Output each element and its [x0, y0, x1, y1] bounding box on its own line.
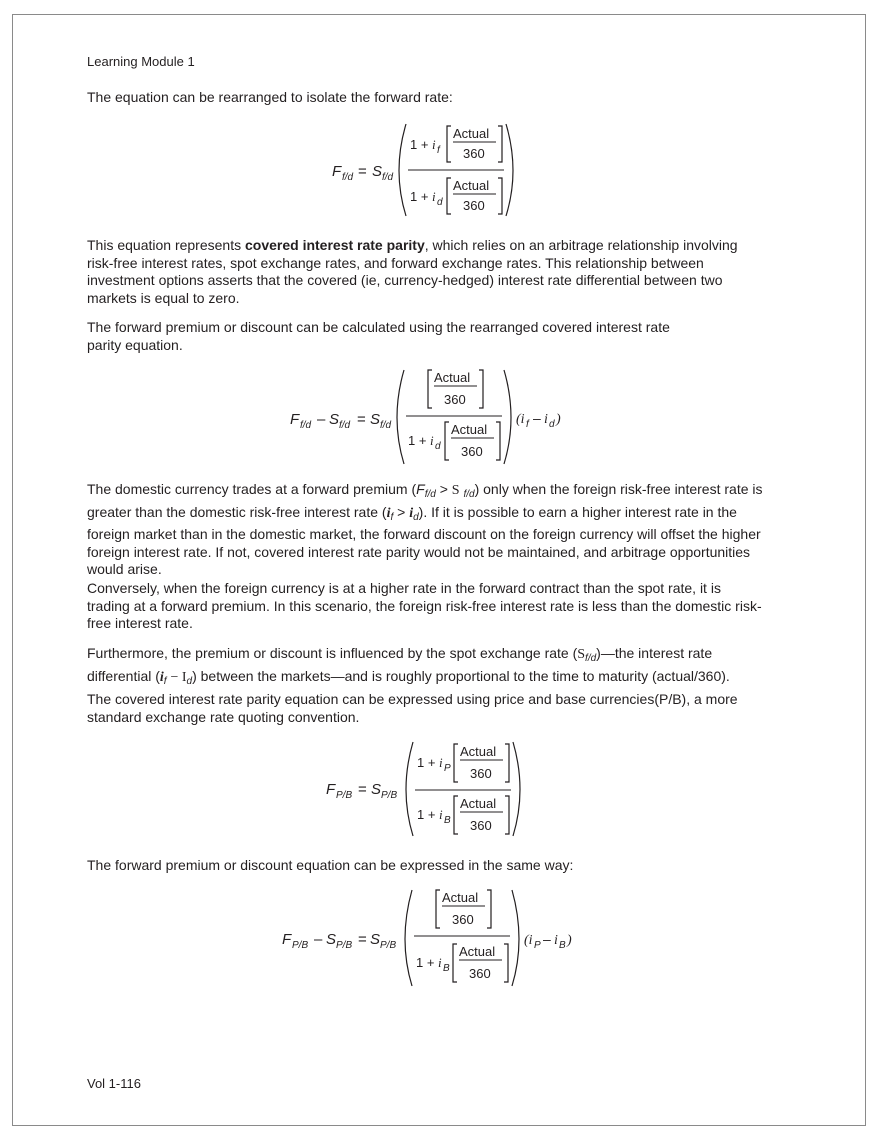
- svg-text:F: F: [290, 411, 300, 428]
- svg-text:1 +: 1 +: [410, 137, 429, 152]
- svg-text:Actual: Actual: [460, 796, 497, 811]
- svg-text:360: 360: [452, 912, 474, 927]
- svg-text:360: 360: [470, 766, 492, 781]
- svg-text:i: i: [432, 137, 436, 152]
- svg-text:f/d: f/d: [342, 172, 354, 183]
- svg-text:f/d: f/d: [300, 420, 312, 431]
- svg-text:S: S: [371, 781, 382, 798]
- page-number: Vol 1-116: [87, 1076, 141, 1091]
- svg-text:P/B: P/B: [336, 940, 353, 951]
- paragraph-covered-parity: [87, 237, 767, 307]
- paragraph-price-base: The covered interest rate parity equation can be expressed using price and base currencies(P/B), a more standard exchange rate quoting convention.: [87, 691, 738, 725]
- svg-text:S: S: [370, 931, 381, 948]
- svg-text:i: i: [544, 412, 548, 427]
- svg-text:360: 360: [463, 198, 485, 213]
- text-run: ). If it is possible to earn a higher interest rate in the foreign market than in the domestic market, the forward discount on the foreign currency will offset the higher foreign interest rate. If not, covered interest rate parity would not be maintained, and arbitrage opportunities would arise.: [87, 503, 761, 577]
- svg-text:1 +: 1 +: [410, 189, 429, 204]
- svg-text:f/d: f/d: [339, 420, 351, 431]
- svg-text:d: d: [549, 419, 555, 430]
- text-run: This equation represents: [87, 237, 245, 253]
- svg-text:=: =: [358, 163, 367, 180]
- svg-text:=: =: [358, 931, 367, 948]
- paragraph-conversely: Conversely, when the foreign currency is at a higher rate in the forward contract than the spot rate, it is trading at a forward premium. In this scenario, the foreign risk-free interest rate is less than the domestic risk-free interest rate.: [87, 580, 762, 631]
- paragraph-intro: The equation can be rearranged to isolate the forward rate:: [87, 89, 453, 105]
- svg-text:B: B: [444, 815, 451, 826]
- svg-text:P/B: P/B: [336, 790, 353, 801]
- equation-forward-premium-pb: [280, 886, 580, 995]
- svg-text:Actual: Actual: [460, 744, 497, 759]
- term-covered-interest-rate-parity: covered interest rate parity: [244, 237, 425, 253]
- equation-forward-rate: [320, 118, 530, 223]
- svg-text:Actual: Actual: [451, 422, 488, 437]
- text-run: The domestic currency trades at a forward premium (: [87, 481, 417, 497]
- svg-text:d: d: [435, 441, 441, 452]
- svg-text:Actual: Actual: [453, 178, 490, 193]
- svg-text:i: i: [432, 189, 436, 204]
- svg-text:F: F: [332, 163, 342, 180]
- svg-text:–: –: [533, 410, 541, 426]
- svg-text:S: S: [326, 931, 337, 948]
- svg-text:d: d: [437, 197, 443, 208]
- svg-text:f: f: [437, 145, 440, 156]
- text-run: , which relies on an arbitrage relationship involving risk-free interest rates, spot exchange rates, and forward exchange rates. This relationship between investment options asserts that the covered (ie, currency-hedged) interest rate differential between two markets is equal to zero.: [87, 237, 738, 306]
- svg-text:i: i: [438, 955, 442, 970]
- svg-text:f/d: f/d: [382, 172, 394, 183]
- svg-text:P/B: P/B: [381, 790, 398, 801]
- svg-text:P: P: [534, 940, 541, 951]
- svg-text:f/d: f/d: [380, 420, 392, 431]
- svg-text:S: S: [372, 163, 383, 180]
- svg-text:i: i: [430, 433, 434, 448]
- svg-text:B: B: [443, 963, 450, 974]
- svg-text:–: –: [543, 931, 551, 947]
- svg-text:): ): [556, 412, 561, 427]
- svg-text:1 +: 1 +: [417, 807, 436, 822]
- paragraph-same-way: The forward premium or discount equation can be expressed in the same way:: [87, 857, 574, 873]
- running-header: Learning Module 1: [87, 54, 195, 69]
- svg-text:P: P: [444, 763, 451, 774]
- equation-forward-rate-pb: [314, 738, 534, 843]
- svg-text:360: 360: [461, 444, 483, 459]
- svg-text:i: i: [439, 755, 443, 770]
- svg-text:S: S: [370, 411, 381, 428]
- svg-text:P/B: P/B: [380, 940, 397, 951]
- svg-text:Actual: Actual: [459, 944, 496, 959]
- svg-text:F: F: [326, 781, 336, 798]
- svg-text:Actual: Actual: [434, 370, 471, 385]
- svg-text:=: =: [357, 411, 366, 428]
- text-run: ) only when the foreign risk-free interest rate is greater than the domestic risk-free interest rate (: [87, 481, 763, 520]
- text-run: )—the interest rate differential (: [87, 645, 713, 684]
- svg-text:–: –: [314, 931, 323, 948]
- svg-text:–: –: [317, 411, 326, 428]
- svg-text:): ): [567, 933, 572, 948]
- equation-forward-premium: [288, 366, 578, 471]
- svg-text:P/B: P/B: [292, 940, 309, 951]
- svg-text:(i: (i: [524, 933, 533, 948]
- svg-text:1 +: 1 +: [416, 955, 435, 970]
- svg-text:360: 360: [469, 966, 491, 981]
- svg-text:=: =: [358, 781, 367, 798]
- svg-text:B: B: [559, 940, 566, 951]
- svg-text:f: f: [526, 419, 529, 430]
- svg-text:360: 360: [463, 146, 485, 161]
- svg-text:360: 360: [444, 392, 466, 407]
- text-run: Furthermore, the premium or discount is influenced by the spot exchange rate (: [87, 645, 578, 661]
- svg-text:(i: (i: [516, 412, 525, 427]
- svg-text:Actual: Actual: [453, 126, 490, 141]
- svg-text:F: F: [282, 931, 292, 948]
- svg-text:S: S: [329, 411, 340, 428]
- svg-text:360: 360: [470, 818, 492, 833]
- svg-text:i: i: [554, 933, 558, 948]
- svg-text:1 +: 1 +: [408, 433, 427, 448]
- paragraph-domestic-premium: The domestic currency trades at a forward premium ($F_{f/d} > S$ $_{f/d}$) only when the foreign risk-free interest rate is greater than the domestic risk-free interest rate $(i_f > i_d)$. If it is possible to earn a higher interest rate in the foreign market than in the domestic market, the forward discount on the foreign currency will offset the higher foreign interest rate. If not, covered interest rate parity would not be maintained, and arbitrage opportunities would arise.: [87, 481, 763, 577]
- paragraph-forward-premium: The forward premium or discount can be calculated using the rearranged covered interest rate parity equation.: [87, 319, 670, 353]
- svg-text:i: i: [439, 807, 443, 822]
- svg-text:1 +: 1 +: [417, 755, 436, 770]
- svg-text:Actual: Actual: [442, 890, 479, 905]
- text-run: ) between the markets—and is roughly proportional to the time to maturity (actual/360).: [192, 667, 730, 684]
- paragraph-furthermore: Furthermore, the premium or discount is influenced by the spot exchange rate $(S_{f/d})—the$ interest rate differential $(i_f - I_d)$ between the markets—and is roughly proportional to the time to maturity (actual/360).: [87, 645, 730, 687]
